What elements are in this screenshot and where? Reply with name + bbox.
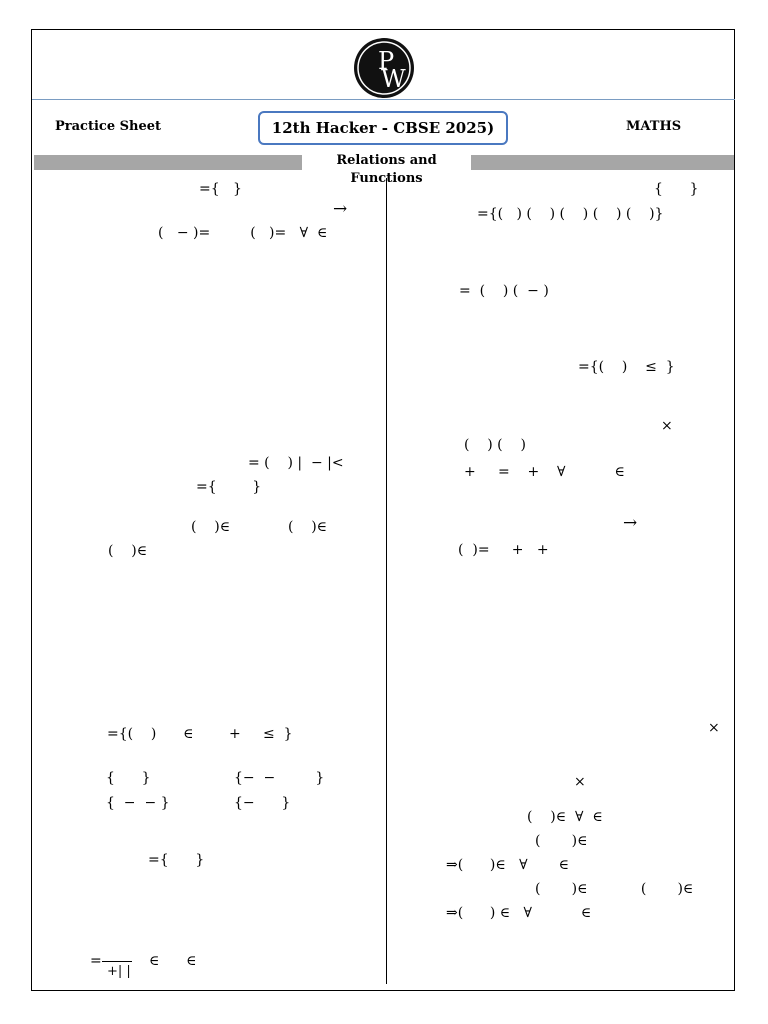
left-fragment: ∈ ∈ xyxy=(149,953,197,969)
header-divider xyxy=(32,99,735,100)
right-fragment: = ( ) ( − ) xyxy=(459,283,549,299)
right-fragment: ={( ) ( ) ( ) ( ) ( )} xyxy=(477,206,664,222)
right-fragment: × xyxy=(574,774,586,790)
left-fragment: ( )∈ ( )∈ xyxy=(191,519,328,535)
left-fragment: ={ } xyxy=(148,852,205,868)
left-fragment: { − − } xyxy=(106,795,170,811)
right-fragment: ( )∈ ∀ ∈ xyxy=(527,809,603,825)
left-fragment: → xyxy=(333,199,348,219)
fraction-bar xyxy=(102,961,132,962)
left-fragment: ( )∈ xyxy=(108,543,148,559)
right-fragment: + = + ∀ ∈ xyxy=(464,464,625,480)
pw-logo xyxy=(353,37,415,99)
right-fragment: ( )∈ xyxy=(535,833,588,849)
right-fragment: ( )∈ ( )∈ xyxy=(535,881,694,897)
right-fragment: ={( ) ≤ } xyxy=(578,359,675,375)
right-fragment: × xyxy=(661,418,673,434)
svg-text:P: P xyxy=(378,47,395,75)
left-fragment: = xyxy=(90,953,102,969)
right-fragment: { } xyxy=(654,181,699,197)
left-fragment: +| | xyxy=(107,964,131,979)
sheet-title: 12th Hacker - CBSE 2025) xyxy=(258,111,508,145)
practice-sheet-label: Practice Sheet xyxy=(55,119,162,134)
right-fragment: ( ) ( ) xyxy=(464,437,526,453)
right-fragment: ⇒( ) ∈ ∀ ∈ xyxy=(446,905,592,921)
subject-label: MATHS xyxy=(626,119,682,134)
left-fragment: {− − } xyxy=(234,770,325,786)
right-fragment: ⇒( )∈ ∀ ∈ xyxy=(446,857,570,873)
left-fragment: {− } xyxy=(234,795,291,811)
svg-text:W: W xyxy=(381,65,406,93)
right-fragment: × xyxy=(708,720,720,736)
left-fragment: = ( ) | − |< xyxy=(248,455,344,471)
left-fragment: ={ } xyxy=(199,181,242,197)
left-fragment: ={ } xyxy=(196,479,262,495)
section-title: Relations and Functions xyxy=(302,152,471,170)
left-fragment: ={( ) ∈ + ≤ } xyxy=(107,726,293,742)
column-divider xyxy=(386,178,387,984)
right-fragment: → xyxy=(623,513,638,533)
left-fragment: { } xyxy=(106,770,151,786)
right-fragment: ( )= + + xyxy=(458,542,549,558)
left-fragment: ( − )= ( )= ∀ ∈ xyxy=(158,225,328,241)
